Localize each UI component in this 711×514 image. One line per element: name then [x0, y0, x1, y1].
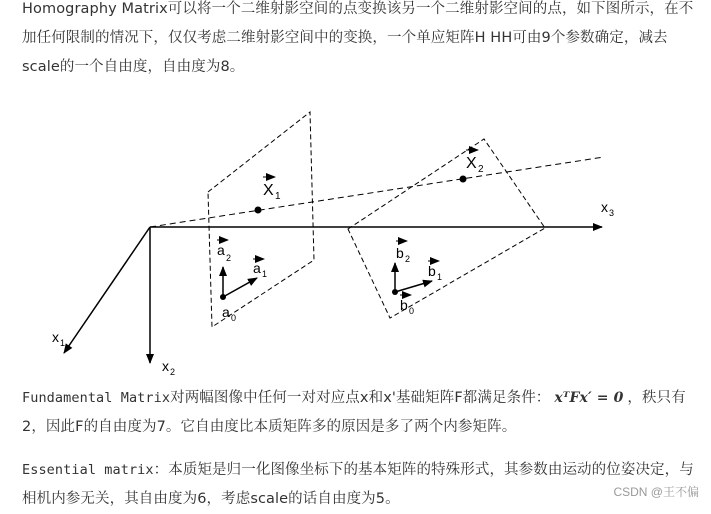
svg-text:X: X — [466, 155, 477, 172]
fundamental-text: 对两幅图像中任何一对对应点x和x'基础矩阵F都满足条件： — [170, 390, 551, 406]
svg-text:0: 0 — [409, 306, 415, 316]
svg-text:2: 2 — [405, 254, 411, 264]
homography-figure — [0, 95, 711, 380]
fundamental-formula: xᵀFx′ = 0 — [554, 390, 624, 406]
image-plane-2 — [348, 139, 545, 318]
label-x2 — [162, 358, 175, 377]
svg-text:0: 0 — [231, 313, 237, 323]
svg-text:1: 1 — [262, 269, 268, 279]
vector-b1 — [395, 281, 432, 292]
svg-text:b: b — [396, 245, 404, 261]
svg-text:2: 2 — [478, 164, 484, 175]
essential-paragraph — [22, 456, 694, 514]
label-b0 — [400, 295, 414, 316]
vector-a1 — [223, 278, 257, 297]
svg-text:2: 2 — [226, 253, 232, 263]
label-a0 — [222, 304, 236, 323]
axis-x1 — [64, 227, 150, 353]
homography-text: Homography Matrix可以将一个二维射影空间的点变换该另一个二维射影空间的点，如下图所示，在不加任何限制的情况下，仅仅考虑二维射影空间中的变换，一个单应矩阵H HH可由9个参数确定，减去scale的一个自由度，自由度为8。 — [22, 1, 694, 75]
svg-text:1: 1 — [275, 191, 281, 202]
svg-text:2: 2 — [170, 367, 176, 377]
projection-line — [150, 157, 604, 227]
csdn-watermark: CSDN @王不偏 — [613, 485, 699, 499]
svg-text:3: 3 — [609, 208, 615, 218]
fundamental-paragraph — [22, 384, 694, 442]
essential-text: ：本质矩是归一化图像坐标下的基本矩阵的特殊形式，其参数由运动的位姿决定，与相机内参无关，其自由度为6，考虑scale的话自由度为5。 — [22, 462, 694, 507]
essential-term: Essential matrix — [22, 462, 154, 478]
label-b1 — [428, 261, 442, 282]
point-X1 — [255, 207, 262, 214]
svg-text:a: a — [253, 260, 261, 276]
svg-text:x: x — [162, 358, 169, 374]
svg-text:X: X — [263, 182, 274, 199]
fundamental-after: ，秩只有2，因此F的自由度为7。它自由度比本质矩阵多的原因是多了两个内参矩阵。 — [22, 390, 686, 435]
svg-text:1: 1 — [437, 272, 443, 282]
label-a2 — [217, 240, 231, 263]
svg-text:x: x — [52, 329, 59, 345]
svg-text:b: b — [400, 297, 408, 313]
label-X1 — [263, 177, 281, 202]
svg-text:x: x — [601, 199, 608, 215]
label-x1 — [52, 329, 65, 348]
point-X2 — [460, 176, 467, 183]
label-X2 — [466, 150, 484, 175]
svg-text:1: 1 — [60, 338, 66, 348]
fundamental-term: Fundamental Matrix — [22, 390, 171, 406]
label-a1 — [253, 259, 267, 279]
svg-text:a: a — [222, 304, 230, 320]
svg-text:b: b — [428, 263, 436, 279]
homography-paragraph — [22, 0, 694, 82]
label-b2 — [396, 241, 410, 264]
svg-text:a: a — [217, 242, 225, 258]
label-x3 — [601, 199, 614, 218]
